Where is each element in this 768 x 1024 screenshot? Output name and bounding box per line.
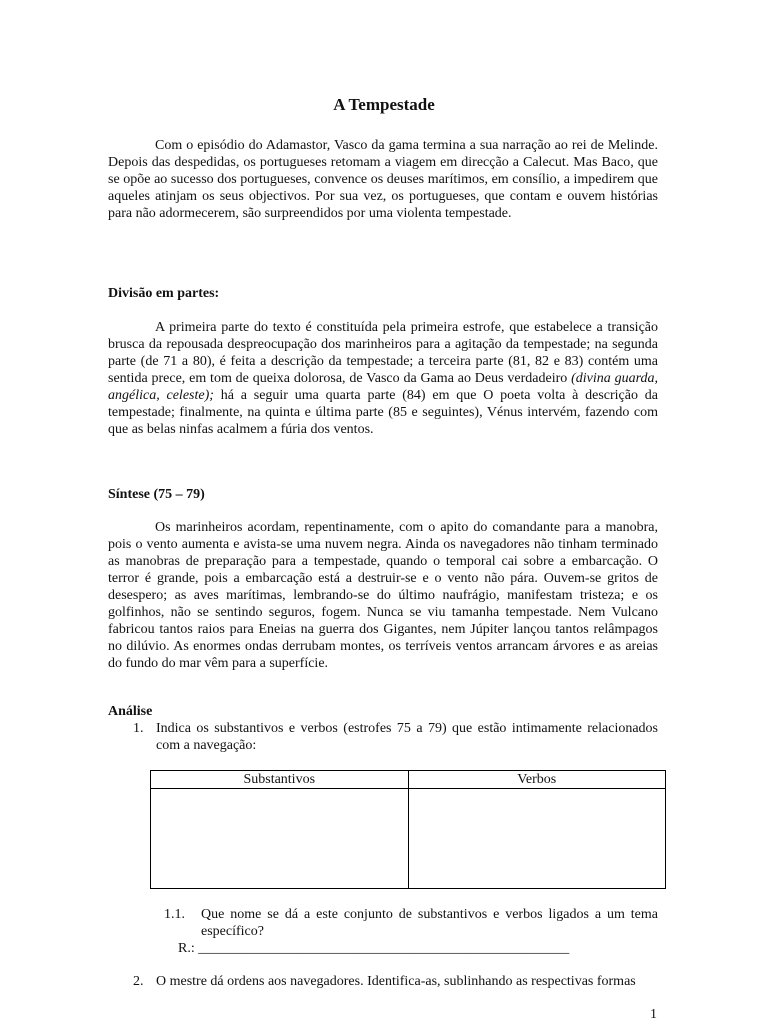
analysis-heading: Análise — [108, 704, 153, 719]
question-2-number: 2. — [133, 974, 144, 989]
division-paragraph — [108, 319, 658, 438]
intro-paragraph: Com o episódio do Adamastor, Vasco da gama termina a sua narração ao rei de Melinde. Depois das despedidas, os portugueses retomam a viagem em direcção a Calecut. Mas Baco, que se opõe ao sucesso dos portugueses, convence os deuses marítimos, em consílio, a impedirem que aqueles atinjam os seus objectivos. Por sua vez, os portugueses, que contam e ouvem histórias para não adormecerem, são surpreendidos por uma violenta tempestade. — [108, 138, 658, 221]
synthesis-heading: Síntese (75 – 79) — [108, 487, 205, 502]
nouns-answer-cell[interactable] — [151, 789, 409, 889]
nouns-verbs-table — [150, 770, 666, 889]
division-text-end: há a seguir uma quarta parte (84) em que O poeta volta à descrição da tempestade; finalmente, na quinta e última parte (85 e seguintes), Vénus intervém, fazendo com que as belas ninfas acalmem a fúria dos ventos. — [108, 388, 658, 437]
question-2-text: O mestre dá ordens aos navegadores. Identifica-as, sublinhando as respectivas formas — [156, 974, 636, 989]
page-number: 1 — [650, 1007, 657, 1022]
table-header-verbs: Verbos — [408, 771, 666, 789]
question-1-text: Indica os substantivos e verbos (estrofes 75 a 79) que estão intimamente relacionados com a navegação: — [156, 721, 658, 753]
division-text-italic: (divina guarda, angélica, celeste); — [108, 371, 658, 403]
question-1-1-answer-line[interactable]: R.: _____________________________________________________ — [178, 941, 570, 956]
table-row — [151, 789, 666, 889]
question-1-1-number: 1.1. — [164, 907, 185, 922]
question-1-1-text: Que nome se dá a este conjunto de substantivos e verbos ligados a um tema específico? — [201, 907, 658, 939]
synthesis-paragraph: Os marinheiros acordam, repentinamente, com o apito do comandante para a manobra, pois o vento aumenta e avista-se uma nuvem negra. Ainda os navegadores não tinham terminado as manobras de preparação para a tempestade, quando o temporal cai sobre a embarcação. O terror é grande, pois a embarcação está a destruir-se e o vento não pára. Ouvem-se gritos de desespero; as aves marítimas, lembrando-se do último naufrágio, manifestam tristeza; e os golfinhos, não se sentindo seguros, fogem. Nunca se viu tamanha tempestade. Nem Vulcano fabricou tantos raios para Eneias na guerra dos Gigantes, nem Júpiter lançou tantos relâmpagos no dilúvio. As enormes ondas derrubam montes, os terríveis ventos arrancam árvores e as areias do fundo do mar vêm para a superfície. — [108, 520, 658, 671]
table-header-row — [151, 771, 666, 789]
page-title: A Tempestade — [333, 95, 435, 114]
question-1-number: 1. — [133, 721, 144, 736]
verbs-answer-cell[interactable] — [408, 789, 666, 889]
table-header-nouns: Substantivos — [151, 771, 409, 789]
division-text-start: A primeira parte do texto é constituída pela primeira estrofe, que estabelece a transição brusca da repousada despreocupação dos marinheiros para a agitação da tempestade; na segunda parte (de 71 a 80), é feita a descrição da tempestade; a terceira parte (81, 82 e 83) contém uma sentida prece, em tom de queixa dolorosa, de Vasco da Gama ao Deus verdadeiro — [108, 320, 658, 386]
division-heading: Divisão em partes: — [108, 286, 220, 301]
